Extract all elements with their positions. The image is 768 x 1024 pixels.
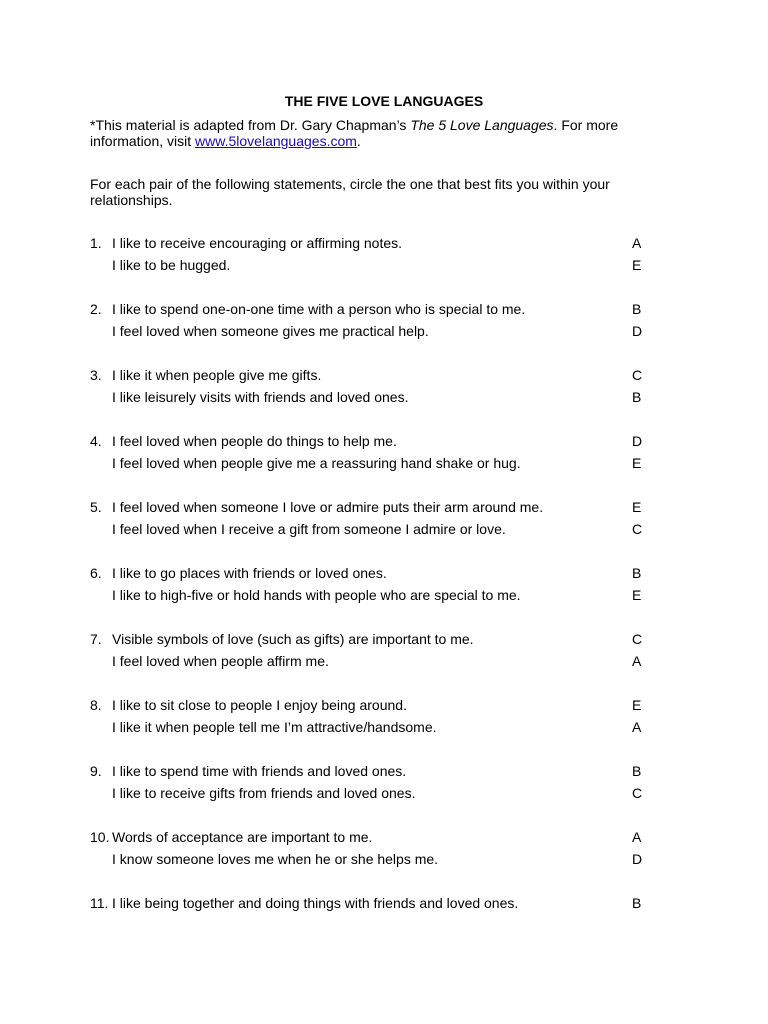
statement-pair (90, 565, 650, 631)
statement-pair (90, 697, 650, 763)
statement-text: I know someone loves me when he or she helps me. (112, 851, 439, 867)
statement-line[interactable] (90, 499, 650, 521)
statement-pair (90, 301, 650, 367)
item-number: 6. (90, 565, 102, 581)
statement-line[interactable] (90, 829, 650, 851)
language-code: D (632, 323, 643, 339)
statement-line[interactable] (90, 433, 650, 455)
statement-text: I feel loved when people do things to help me. (112, 433, 397, 449)
statement-line[interactable] (90, 455, 650, 477)
statement-text: I like to go places with friends or loved ones. (112, 565, 387, 581)
item-number: 2. (90, 301, 102, 317)
statement-line[interactable] (90, 301, 650, 323)
statement-line[interactable] (90, 565, 650, 587)
statement-list (90, 235, 650, 961)
statement-line[interactable] (90, 763, 650, 785)
statement-line[interactable] (90, 851, 650, 873)
language-code: E (632, 499, 642, 515)
statement-text: I like to sit close to people I enjoy being around. (112, 697, 407, 713)
language-code: B (632, 895, 642, 911)
statement-line[interactable] (90, 323, 650, 345)
language-code: C (632, 367, 643, 383)
language-code: B (632, 763, 642, 779)
instructions-paragraph: For each pair of the following statements, circle the one that best fits you within your relationships. (90, 176, 610, 208)
intro-prefix: *This material is adapted from Dr. Gary Chapman’s (90, 117, 411, 133)
statement-line[interactable] (90, 235, 650, 257)
statement-line[interactable] (90, 367, 650, 389)
language-code: B (632, 301, 642, 317)
statement-pair (90, 895, 650, 961)
language-code: E (632, 455, 642, 471)
statement-line[interactable] (90, 521, 650, 543)
item-number: 10. (90, 829, 110, 845)
language-code: D (632, 851, 643, 867)
statement-text: Words of acceptance are important to me. (112, 829, 373, 845)
book-title: The 5 Love Languages (410, 117, 554, 133)
statement-text: I like it when people tell me I’m attractive/handsome. (112, 719, 437, 735)
statement-text: Visible symbols of love (such as gifts) are important to me. (112, 631, 474, 647)
language-code: E (632, 587, 642, 603)
statement-pair (90, 829, 650, 895)
statement-text: I feel loved when people give me a reassuring hand shake or hug. (112, 455, 521, 471)
statement-line[interactable] (90, 697, 650, 719)
language-code: C (632, 631, 643, 647)
page-title: THE FIVE LOVE LANGUAGES (284, 93, 484, 109)
statement-text: I feel loved when people affirm me. (112, 653, 329, 669)
language-code: A (632, 829, 642, 845)
item-number: 1. (90, 235, 102, 251)
statement-text: I like to spend time with friends and loved ones. (112, 763, 407, 779)
language-code: C (632, 521, 643, 537)
statement-text: I like to high-five or hold hands with people who are special to me. (112, 587, 521, 603)
statement-line[interactable] (90, 895, 650, 917)
item-number: 4. (90, 433, 102, 449)
intro-middle: . For more information, visit (90, 117, 619, 149)
statement-line[interactable] (90, 257, 650, 279)
statement-text: I feel loved when I receive a gift from someone I admire or love. (112, 521, 506, 537)
statement-text: I like to be hugged. (112, 257, 231, 273)
statement-text: I like to receive gifts from friends and loved ones. (112, 785, 416, 801)
language-code: E (632, 697, 642, 713)
statement-line[interactable] (90, 785, 650, 807)
statement-pair (90, 763, 650, 829)
language-code: A (632, 235, 642, 251)
language-code: B (632, 565, 642, 581)
intro-suffix: . (356, 133, 361, 149)
item-number: 5. (90, 499, 102, 515)
website-link[interactable]: www.5lovelanguages.com (195, 133, 357, 149)
language-code: E (632, 257, 642, 273)
item-number: 9. (90, 763, 102, 779)
statement-text: I feel loved when someone I love or admire puts their arm around me. (112, 499, 544, 515)
item-number: 7. (90, 631, 102, 647)
statement-line[interactable] (90, 719, 650, 741)
item-number: 8. (90, 697, 102, 713)
language-code: C (632, 785, 643, 801)
statement-line[interactable] (90, 631, 650, 653)
statement-text: I feel loved when someone gives me practical help. (112, 323, 429, 339)
statement-pair (90, 433, 650, 499)
language-code: A (632, 719, 642, 735)
item-number: 3. (90, 367, 102, 383)
statement-text: I like to spend one-on-one time with a person who is special to me. (112, 301, 526, 317)
statement-text: I like it when people give me gifts. (112, 367, 322, 383)
statement-text: I like being together and doing things with friends and loved ones. (112, 895, 519, 911)
statement-text: I like to receive encouraging or affirming notes. (112, 235, 403, 251)
statement-line[interactable] (90, 587, 650, 609)
statement-line[interactable] (90, 653, 650, 675)
statement-pair (90, 235, 650, 301)
language-code: B (632, 389, 642, 405)
statement-line[interactable] (90, 389, 650, 411)
statement-pair (90, 367, 650, 433)
statement-pair (90, 631, 650, 697)
statement-text: I like leisurely visits with friends and loved ones. (112, 389, 409, 405)
language-code: A (632, 653, 642, 669)
item-number: 11. (90, 895, 109, 911)
language-code: D (632, 433, 643, 449)
intro-paragraph (90, 117, 650, 149)
statement-pair (90, 499, 650, 565)
